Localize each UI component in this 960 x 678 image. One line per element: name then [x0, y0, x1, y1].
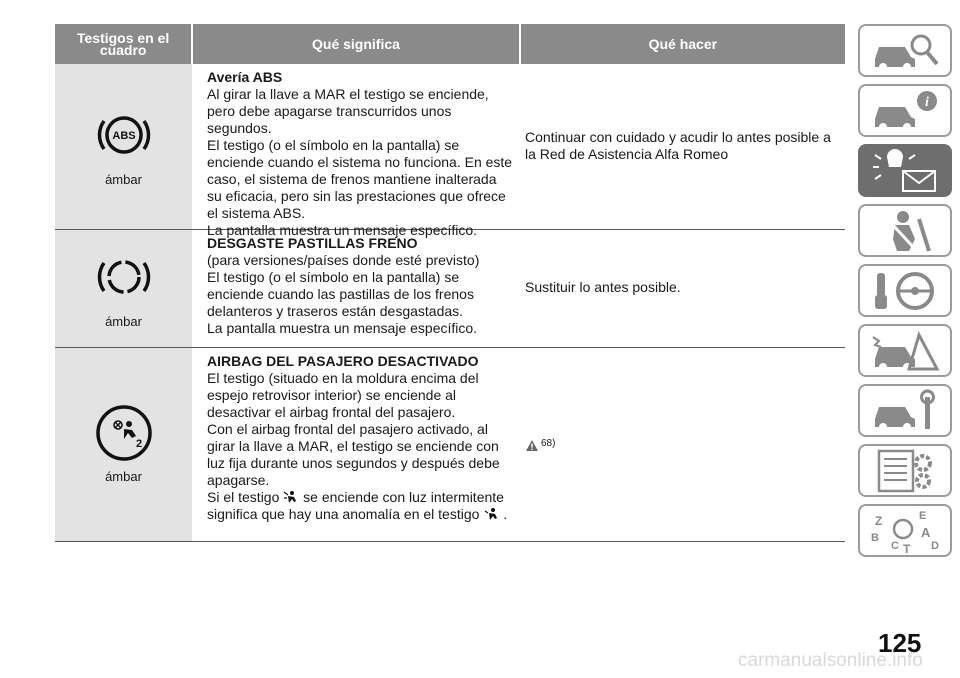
- action-text: Continuar con cuidado y acudir lo antes posible a la Red de Asistencia Alfa Romeo: [525, 128, 831, 162]
- passenger-airbag-inline-icon: [483, 507, 499, 523]
- tab-starting-driving[interactable]: [858, 264, 952, 317]
- svg-text:T: T: [903, 541, 911, 553]
- meaning-text: La pantalla muestra un mensaje específico.: [207, 320, 478, 336]
- tab-maintenance[interactable]: [858, 384, 952, 437]
- svg-text:D: D: [931, 539, 939, 552]
- svg-text:Z: Z: [875, 513, 883, 528]
- svg-text:B: B: [871, 531, 879, 544]
- abs-warning-icon: [95, 106, 153, 164]
- tab-emergency[interactable]: [858, 324, 952, 377]
- meaning-text: [207, 489, 513, 523]
- meaning-text: (para versiones/países donde esté previsto): [207, 252, 480, 268]
- car-info-icon: [869, 89, 941, 133]
- meaning-text: Al girar la llave a MAR el testigo se enciende, pero debe apagarse transcurridos unos segundos.: [207, 86, 489, 136]
- meaning-text: El testigo (o el símbolo en la pantalla) se enciende cuando el sistema no funciona. En este caso, el sistema de frenos mantiene inalterada su eficacia, pero sin las prestaciones que ofrece el sistema ABS.: [207, 137, 513, 221]
- key-steering-wheel-icon: [869, 269, 941, 313]
- car-search-icon: [869, 29, 941, 73]
- meaning-text: El testigo (situado en la moldura encima del espejo retrovisor interior) se enciende al desactivar el airbag frontal del pasajero.: [207, 370, 479, 420]
- svg-text:C: C: [891, 539, 899, 552]
- tab-safety[interactable]: [858, 204, 952, 257]
- svg-text:2: 2: [135, 438, 142, 450]
- header-col-action: Qué hacer: [648, 36, 718, 52]
- light-color-label: ámbar: [105, 469, 142, 484]
- warning-triangle-icon: [525, 439, 539, 452]
- action-cell: [519, 348, 845, 541]
- light-color-label: ámbar: [105, 314, 142, 329]
- table-row: [55, 348, 845, 542]
- table-header: [55, 24, 845, 64]
- action-cell: [519, 230, 845, 347]
- airbag-warning-inline-icon: [283, 490, 299, 506]
- svg-text:i: i: [925, 94, 929, 110]
- meaning-title: DESGASTE PASTILLAS FRENO: [207, 235, 418, 251]
- brake-pad-wear-icon: [95, 248, 153, 306]
- tab-car-search[interactable]: [858, 24, 952, 77]
- car-accident-icon: [869, 329, 941, 373]
- meaning-text-part: .: [503, 506, 508, 522]
- meaning-text-part: Si el testigo: [207, 489, 280, 505]
- meaning-text: Con el airbag frontal del pasajero activado, al girar la llave a MAR, el testigo se enciende con luz fija durante unos segundos y después debe apagarse.: [207, 421, 500, 488]
- meaning-text-part: se enciende con luz intermitente significa que hay una anomalía en el testigo: [207, 489, 504, 522]
- action-text: Sustituir lo antes posible.: [525, 279, 681, 295]
- meaning-cell: [192, 348, 519, 541]
- warning-ref-number: 68): [541, 438, 556, 449]
- footer-watermark: carmanualsonline.info: [738, 650, 923, 671]
- page-number: 125: [878, 628, 922, 658]
- warning-light-message-icon: [869, 149, 941, 193]
- svg-text:E: E: [919, 509, 927, 522]
- meaning-text: El testigo (o el símbolo en la pantalla) se enciende cuando las pastillas de los frenos delanteros y traseros están desgastadas.: [207, 269, 474, 319]
- meaning-cell: [192, 64, 519, 238]
- header-col-meaning: Qué significa: [193, 24, 520, 64]
- tab-car-info[interactable]: [858, 84, 952, 137]
- car-wrench-icon: [869, 389, 941, 433]
- spec-list-gear-icon: [869, 449, 941, 493]
- svg-text:ABS: ABS: [111, 130, 136, 142]
- action-cell: [519, 64, 845, 229]
- warning-lights-table: [55, 24, 845, 542]
- passenger-airbag-off-icon: [96, 405, 152, 461]
- alphabetical-index-icon: [869, 509, 941, 553]
- seat-belt-passenger-icon: [869, 209, 941, 253]
- table-row: [55, 230, 845, 348]
- tab-warning-lights[interactable]: [858, 144, 952, 197]
- meaning-text: La pantalla muestra un mensaje específico.: [207, 222, 478, 238]
- meaning-title: AIRBAG DEL PASAJERO DESACTIVADO: [207, 353, 479, 369]
- tab-technical-data[interactable]: [858, 444, 952, 497]
- warning-reference: [525, 435, 555, 452]
- table-row: [55, 64, 845, 238]
- icon-cell: [55, 64, 192, 229]
- svg-text:A: A: [921, 524, 931, 540]
- meaning-title: Avería ABS: [207, 69, 283, 85]
- icon-cell: [55, 348, 192, 541]
- light-color-label: ámbar: [105, 172, 142, 187]
- tab-index[interactable]: [858, 504, 952, 557]
- header-col-warning-lights: Testigos en el cuadro: [55, 24, 193, 64]
- icon-cell: [55, 230, 192, 347]
- chapter-sidebar: [858, 24, 954, 564]
- meaning-cell: [192, 230, 519, 347]
